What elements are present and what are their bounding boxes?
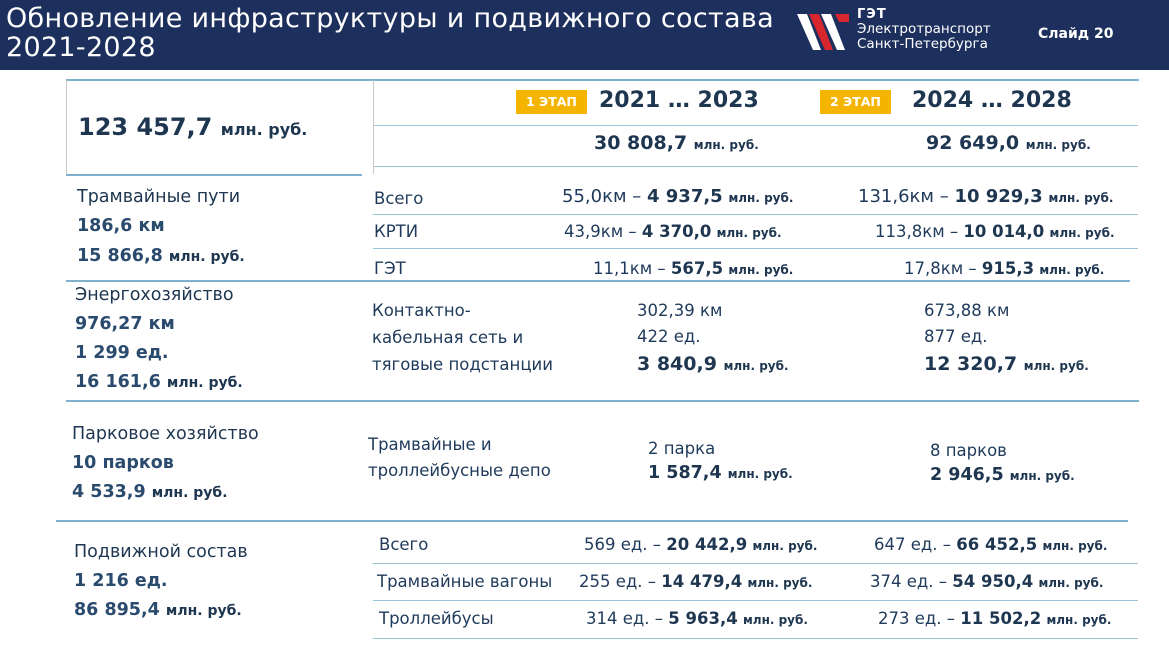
rolling-row-trolley-s1	[586, 609, 808, 628]
energy-units: 1 299 ед.	[75, 343, 169, 363]
divider-total	[66, 174, 362, 176]
rolling-row-trams-s1-val: 14 479,4	[661, 572, 743, 591]
stage2-badge: 2 ЭТАП	[820, 90, 891, 114]
logo-line1: Электротранспорт	[857, 21, 991, 37]
depots-money-value: 4 533,9	[72, 482, 146, 502]
divider-bottom	[373, 638, 1138, 639]
energy-s1-money	[637, 353, 789, 375]
rolling-row-total-s1-pre: 569 ед. –	[584, 535, 667, 554]
rolling-units: 1 216 ед.	[74, 571, 168, 591]
rolling-row-trams-s1	[579, 572, 812, 591]
rolling-row-trolley-s2-unit: млн. руб.	[1046, 613, 1112, 627]
tracks-row-get-s2	[904, 259, 1104, 278]
tracks-money-unit: млн. руб.	[168, 249, 245, 265]
rolling-row-total-s1-unit: млн. руб.	[752, 539, 818, 553]
divider-depots	[56, 520, 1128, 522]
divider-stage-sum	[373, 166, 1138, 167]
energy-desc-line2: кабельная сеть и	[372, 328, 524, 347]
rolling-row-trolley-s2-val: 11 502,2	[960, 609, 1042, 628]
rolling-row-total-label: Всего	[379, 535, 429, 554]
depots-s2-money	[930, 465, 1075, 485]
logo-line2: Санкт-Петербурга	[857, 36, 988, 52]
depots-desc-line2: троллейбусные депо	[368, 461, 551, 480]
tracks-row-total-s2-pre: 131,6км –	[858, 186, 955, 207]
tracks-row-krti-label: КРТИ	[374, 222, 419, 241]
energy-s2-money-value: 12 320,7	[924, 353, 1018, 375]
rolling-row-trams-s2-pre: 374 ед. –	[870, 572, 953, 591]
energy-s1-money-unit: млн. руб.	[723, 359, 789, 373]
logo-text	[857, 7, 991, 52]
rolling-row-total-s2-pre: 647 ед. –	[874, 535, 957, 554]
tracks-km: 186,6 км	[77, 216, 165, 236]
tracks-row-krti-s1-unit: млн. руб.	[716, 226, 782, 240]
tracks-label: Трамвайные пути	[77, 187, 241, 207]
tracks-row-total-s2-unit: млн. руб.	[1048, 191, 1114, 205]
rolling-row-trams-label: Трамвайные вагоны	[377, 572, 553, 591]
tracks-row-total-s1-val: 4 937,5	[646, 186, 723, 207]
tracks-row-total-label: Всего	[374, 189, 424, 208]
rolling-row-trams-s2	[870, 572, 1103, 591]
energy-s1-km: 302,39 км	[637, 301, 723, 320]
stage1-sum	[594, 132, 759, 154]
tracks-row-get-s1-unit: млн. руб.	[728, 263, 794, 277]
tracks-row-krti-s2-val: 10 014,0	[963, 222, 1045, 241]
slide-title	[6, 4, 774, 62]
tracks-row-total-s1	[562, 186, 793, 207]
tracks-row-krti-s1-val: 4 370,0	[641, 222, 712, 241]
rolling-row-trolley-s2-pre: 273 ед. –	[878, 609, 961, 628]
depots-desc-line1: Трамвайные и	[368, 435, 492, 454]
energy-desc-line1: Контактно-	[372, 301, 471, 320]
energy-money-unit: млн. руб.	[166, 375, 243, 391]
slide-title-line1: Обновление инфраструктуры и подвижного состава	[6, 3, 774, 34]
tracks-row-krti-s1	[564, 222, 782, 241]
tracks-row-get-s2-pre: 17,8км –	[904, 259, 982, 278]
get-logo-icon	[795, 10, 851, 56]
divider-rolling-2	[373, 600, 1138, 601]
rolling-label: Подвижной состав	[74, 542, 248, 562]
energy-km: 976,27 км	[75, 314, 175, 334]
tracks-row-krti-s2-unit: млн. руб.	[1049, 226, 1115, 240]
tracks-money-value: 15 866,8	[77, 246, 163, 266]
rolling-money-value: 86 895,4	[74, 600, 160, 620]
divider-vertical-mid	[373, 80, 374, 174]
stage1-years: 2021 … 2023	[599, 88, 759, 113]
rolling-row-total-s2	[874, 535, 1107, 554]
depots-s1-money-unit: млн. руб.	[727, 467, 793, 481]
total-value: 123 457,7	[78, 113, 213, 141]
depots-label: Парковое хозяйство	[72, 424, 259, 444]
total-unit: млн. руб.	[220, 120, 308, 139]
energy-s2-money-unit: млн. руб.	[1023, 359, 1089, 373]
energy-s1-units: 422 ед.	[637, 327, 701, 346]
tracks-row-get-s1-pre: 11,1км –	[593, 259, 671, 278]
rolling-row-total-s2-val: 66 452,5	[956, 535, 1038, 554]
tracks-row-get-label: ГЭТ	[374, 259, 406, 278]
energy-money-value: 16 161,6	[75, 372, 161, 392]
tracks-money	[77, 246, 245, 266]
rolling-row-trolley-label: Троллейбусы	[379, 609, 494, 628]
energy-money	[75, 372, 243, 392]
tracks-row-get-s2-unit: млн. руб.	[1039, 263, 1105, 277]
stage1-badge: 1 ЭТАП	[516, 90, 587, 114]
energy-s2-money	[924, 353, 1089, 375]
tracks-row-krti-s1-pre: 43,9км –	[564, 222, 642, 241]
tracks-row-get-s1-val: 567,5	[670, 259, 724, 278]
stage1-sum-value: 30 808,7	[594, 132, 688, 154]
rolling-row-trams-s2-unit: млн. руб.	[1038, 576, 1104, 590]
rolling-row-trolley-s2	[878, 609, 1111, 628]
depots-s1-money	[648, 463, 793, 483]
tracks-row-total-s1-unit: млн. руб.	[728, 191, 794, 205]
slide-title-line2: 2021-2028	[6, 32, 156, 63]
tracks-row-total-s2-val: 10 929,3	[954, 186, 1043, 207]
header-bar	[0, 0, 1169, 70]
energy-s2-units: 877 ед.	[924, 327, 988, 346]
depots-s2-money-unit: млн. руб.	[1009, 469, 1075, 483]
rolling-row-trolley-s1-val: 5 963,4	[668, 609, 738, 628]
stage2-sum	[926, 132, 1091, 154]
stage2-years: 2024 … 2028	[912, 88, 1072, 113]
divider-rolling-1	[373, 563, 1138, 564]
energy-s2-km: 673,88 км	[924, 301, 1010, 320]
tracks-row-total-s2	[858, 186, 1113, 207]
rolling-row-total-s1-val: 20 442,9	[666, 535, 748, 554]
divider-tracks-2	[373, 248, 1138, 249]
tracks-row-get-s2-val: 915,3	[981, 259, 1035, 278]
depots-money	[72, 482, 228, 502]
stage2-sum-unit: млн. руб.	[1025, 138, 1091, 152]
stage1-sum-unit: млн. руб.	[693, 138, 759, 152]
tracks-row-krti-s2-pre: 113,8км –	[875, 222, 964, 241]
divider-tracks	[66, 280, 1130, 282]
divider-stage-header	[373, 125, 1138, 126]
rolling-money-unit: млн. руб.	[165, 603, 242, 619]
rolling-row-total-s1	[584, 535, 817, 554]
depots-s2-money-value: 2 946,5	[930, 465, 1004, 485]
divider-energy	[66, 400, 1139, 402]
rolling-row-trolley-s1-unit: млн. руб.	[742, 613, 808, 627]
rolling-row-trams-s1-unit: млн. руб.	[747, 576, 813, 590]
rolling-row-trolley-s1-pre: 314 ед. –	[586, 609, 669, 628]
stage2-sum-value: 92 649,0	[926, 132, 1020, 154]
tracks-row-get-s1	[593, 259, 793, 278]
total-amount	[78, 113, 307, 141]
slide-number: Слайд 20	[1038, 26, 1114, 42]
divider-vertical-left	[66, 80, 67, 174]
logo-brand: ГЭТ	[857, 7, 887, 22]
rolling-money	[74, 600, 242, 620]
energy-label: Энергохозяйство	[75, 285, 234, 305]
divider-top	[66, 79, 1139, 81]
tracks-row-total-s1-pre: 55,0км –	[562, 186, 647, 207]
rolling-row-trams-s2-val: 54 950,4	[952, 572, 1034, 591]
depots-money-unit: млн. руб.	[151, 485, 228, 501]
divider-tracks-1	[373, 214, 1138, 215]
energy-desc-line3: тяговые подстанции	[372, 355, 554, 374]
tracks-row-krti-s2	[875, 222, 1115, 241]
rolling-row-total-s2-unit: млн. руб.	[1042, 539, 1108, 553]
depots-s2-count: 8 парков	[930, 441, 1007, 460]
depots-parks: 10 парков	[72, 453, 174, 473]
depots-s1-count: 2 парка	[648, 439, 716, 458]
rolling-row-trams-s1-pre: 255 ед. –	[579, 572, 662, 591]
energy-s1-money-value: 3 840,9	[637, 353, 717, 375]
depots-s1-money-value: 1 587,4	[648, 463, 722, 483]
